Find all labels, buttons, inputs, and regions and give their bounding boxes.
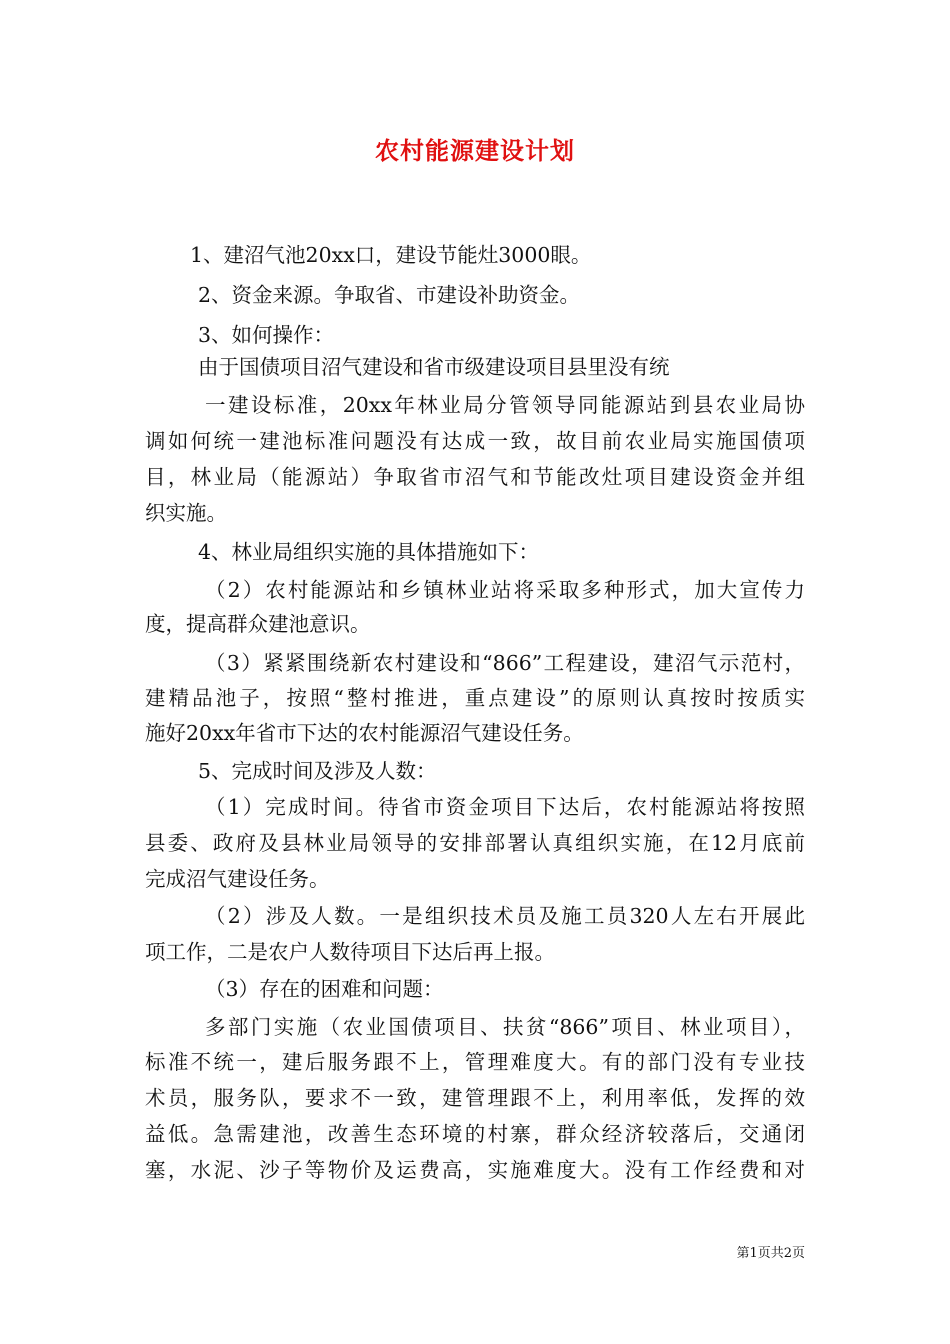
paragraph-line: 项工作，二是农户人数待项目下达后再上报。 xyxy=(145,940,555,964)
paragraph-line: 标准不统一，建后服务跟不上，管理难度大。有的部门没有专业技 xyxy=(145,1050,805,1074)
paragraph-line: 术员，服务队，要求不一致，建管理跟不上，利用率低，发挥的效 xyxy=(145,1086,805,1110)
paragraph-line: 塞，水泥、沙子等物价及运费高，实施难度大。没有工作经费和对 xyxy=(145,1158,805,1182)
document-title: 农村能源建设计划 xyxy=(375,136,575,165)
paragraph-line: 5、完成时间及涉及人数： xyxy=(198,759,437,783)
paragraph-line: 建精品池子，按照“整村推进，重点建设”的原则认真按时按质实 xyxy=(145,686,805,710)
paragraph-line: （2）农村能源站和乡镇林业站将采取多种形式，加大宣传力 xyxy=(205,578,805,602)
paragraph-line: （3）紧紧围绕新农村建设和“866”工程建设，建沼气示范村， xyxy=(205,651,805,675)
paragraph-line: 完成沼气建设任务。 xyxy=(145,867,330,891)
paragraph-line: 4、林业局组织实施的具体措施如下： xyxy=(198,540,540,564)
paragraph-line: 织实施。 xyxy=(145,501,227,525)
paragraph-line: 2、资金来源。争取省、市建设补助资金。 xyxy=(198,283,581,307)
page-number: 第1页共2页 xyxy=(736,1246,805,1261)
paragraph-line: 目，林业局（能源站）争取省市沼气和节能改灶项目建设资金并组 xyxy=(145,465,805,489)
paragraph-line: 1、建沼气池20xx口，建设节能灶3000眼。 xyxy=(190,243,592,267)
paragraph-line: （2）涉及人数。一是组织技术员及施工员320人左右开展此 xyxy=(205,904,805,928)
paragraph-line: 一建设标准，20xx年林业局分管领导同能源站到县农业局协 xyxy=(205,393,805,417)
paragraph-line: 多部门实施（农业国债项目、扶贫“866”项目、林业项目）， xyxy=(205,1015,805,1039)
paragraph-line: 3、如何操作： xyxy=(198,323,335,347)
paragraph-line: 由于国债项目沼气建设和省市级建设项目县里没有统 xyxy=(198,355,670,379)
paragraph-line: 施好20xx年省市下达的农村能源沼气建设任务。 xyxy=(145,721,584,745)
paragraph-line: （1）完成时间。待省市资金项目下达后，农村能源站将按照 xyxy=(205,795,805,819)
paragraph-line: 县委、政府及县林业局领导的安排部署认真组织实施，在12月底前 xyxy=(145,831,805,855)
paragraph-line: 调如何统一建池标准问题没有达成一致，故目前农业局实施国债项 xyxy=(145,429,805,453)
paragraph-line: 益低。急需建池，改善生态环境的村寨，群众经济较落后，交通闭 xyxy=(145,1122,805,1146)
paragraph-line: （3）存在的困难和问题： xyxy=(205,977,444,1001)
paragraph-line: 度，提高群众建池意识。 xyxy=(145,612,371,636)
